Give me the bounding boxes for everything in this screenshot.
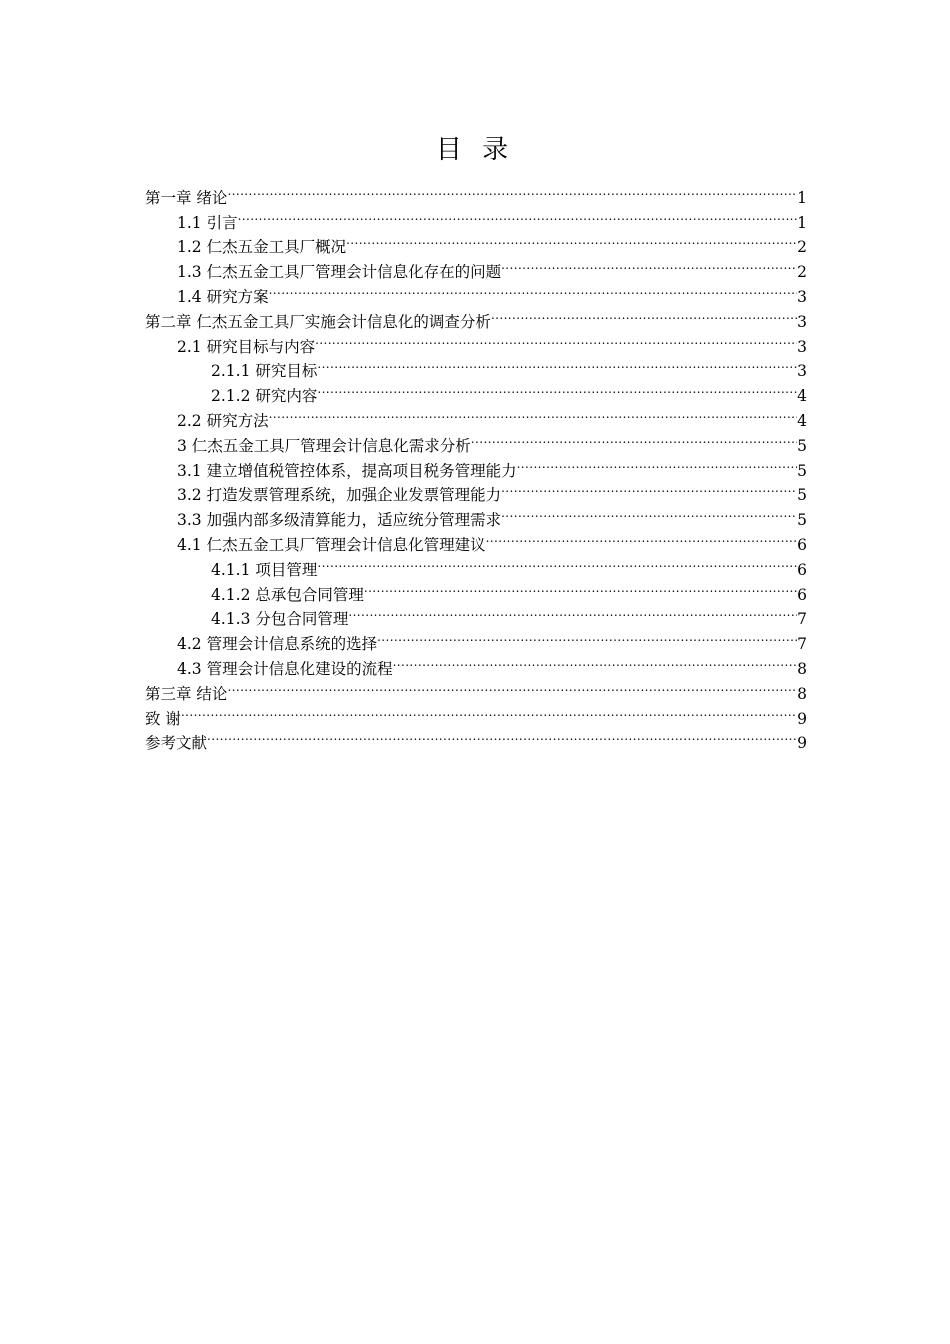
- toc-entry-label: 1.4 研究方案: [177, 287, 269, 306]
- toc-dot-leader: [238, 203, 798, 228]
- toc-entry-page-number: 4: [797, 387, 807, 406]
- toc-entry-page-number: 4: [797, 411, 807, 430]
- toc-entry-label: 1.1 引言: [177, 213, 238, 232]
- toc-entry-page-number: 5: [797, 511, 807, 530]
- toc-dot-leader: [207, 724, 797, 749]
- toc-entry-label: 2.2 研究方法: [177, 411, 269, 430]
- toc-dot-leader: [491, 302, 797, 327]
- toc-entry-page-number: 6: [797, 535, 807, 554]
- toc-entry-label: 第二章 仁杰五金工具厂实施会计信息化的调查分析: [145, 312, 491, 331]
- toc-dot-leader: [315, 327, 797, 352]
- toc-entry-page-number: 5: [797, 436, 807, 455]
- toc-entry[interactable]: [145, 674, 807, 703]
- toc-entry-page-number: 1: [797, 213, 807, 232]
- toc-entry[interactable]: [145, 203, 807, 232]
- toc-entry-label: 1.2 仁杰五金工具厂概况: [177, 238, 347, 257]
- toc-dot-leader: [501, 252, 797, 277]
- toc-entry-label: 4.1.3 分包合同管理: [211, 610, 349, 629]
- toc-entry-label: 致 谢: [145, 709, 181, 728]
- toc-dot-leader: [317, 550, 797, 575]
- toc-entry-page-number: 3: [797, 312, 807, 331]
- toc-entry-page-number: 3: [797, 362, 807, 381]
- toc-entry-label: 4.1.2 总承包合同管理: [211, 585, 364, 604]
- toc-entry-page-number: 5: [797, 461, 807, 480]
- toc-entry-label: 2.1 研究目标与内容: [177, 337, 316, 356]
- toc-dot-leader: [501, 476, 797, 501]
- toc-entry-label: 4.3 管理会计信息化建设的流程: [177, 659, 393, 678]
- toc-dot-leader: [181, 699, 797, 724]
- toc-entry-page-number: 6: [797, 560, 807, 579]
- page-title: 目 录: [435, 135, 515, 165]
- toc-entry[interactable]: [145, 178, 807, 207]
- toc-entry-label: 4.1.1 项目管理: [211, 560, 318, 579]
- toc-entry-page-number: 5: [797, 486, 807, 505]
- toc-entry-label: 3 仁杰五金工具厂管理会计信息化需求分析: [177, 436, 471, 455]
- toc-entry-page-number: 3: [797, 287, 807, 306]
- toc-entry-page-number: 1: [797, 188, 807, 207]
- toc-dot-leader: [317, 376, 797, 401]
- toc-entry-label: 3.2 打造发票管理系统，加强企业发票管理能力: [177, 486, 502, 505]
- toc-entry-label: 2.1.1 研究目标: [211, 362, 318, 381]
- toc-entry-page-number: 9: [797, 734, 807, 753]
- toc-entry-page-number: 2: [797, 263, 807, 282]
- toc-dot-leader: [517, 451, 798, 476]
- toc-entry-page-number: 6: [797, 585, 807, 604]
- toc-entry-page-number: 3: [797, 337, 807, 356]
- toc-entry[interactable]: [145, 228, 807, 257]
- toc-entry-label: 3.3 加强内部多级清算能力，适应统分管理需求: [177, 511, 502, 530]
- toc-entry-label: 第一章 绪论: [145, 188, 228, 207]
- toc-entry[interactable]: [145, 724, 807, 753]
- table-of-contents: [145, 178, 807, 753]
- toc-dot-leader: [348, 600, 797, 625]
- toc-dot-leader: [501, 500, 797, 525]
- toc-entry-label: 4.2 管理会计信息系统的选择: [177, 635, 378, 654]
- toc-entry-page-number: 2: [797, 238, 807, 257]
- toc-entry-label: 第三章 结论: [145, 684, 228, 703]
- toc-dot-leader: [227, 178, 797, 203]
- toc-entry-page-number: 7: [797, 635, 807, 654]
- toc-dot-leader: [393, 649, 798, 674]
- toc-dot-leader: [269, 401, 798, 426]
- toc-dot-leader: [227, 674, 797, 699]
- toc-dot-leader: [364, 575, 797, 600]
- toc-entry-label: 2.1.2 研究内容: [211, 387, 318, 406]
- toc-entry-label: 参考文献: [145, 734, 208, 753]
- toc-dot-leader: [486, 525, 798, 550]
- toc-dot-leader: [269, 277, 798, 302]
- toc-entry-page-number: 7: [797, 610, 807, 629]
- toc-dot-leader: [377, 624, 797, 649]
- toc-dot-leader: [471, 426, 797, 451]
- toc-entry-label: 4.1 仁杰五金工具厂管理会计信息化管理建议: [177, 535, 486, 554]
- toc-entry-label: 1.3 仁杰五金工具厂管理会计信息化存在的问题: [177, 263, 502, 282]
- toc-entry-page-number: 8: [797, 659, 807, 678]
- toc-entry-label: 3.1 建立增值税管控体系，提高项目税务管理能力: [177, 461, 517, 480]
- toc-entry[interactable]: [145, 699, 807, 728]
- toc-dot-leader: [346, 228, 797, 253]
- toc-entry-page-number: 8: [797, 684, 807, 703]
- toc-dot-leader: [317, 352, 797, 377]
- toc-entry-page-number: 9: [797, 709, 807, 728]
